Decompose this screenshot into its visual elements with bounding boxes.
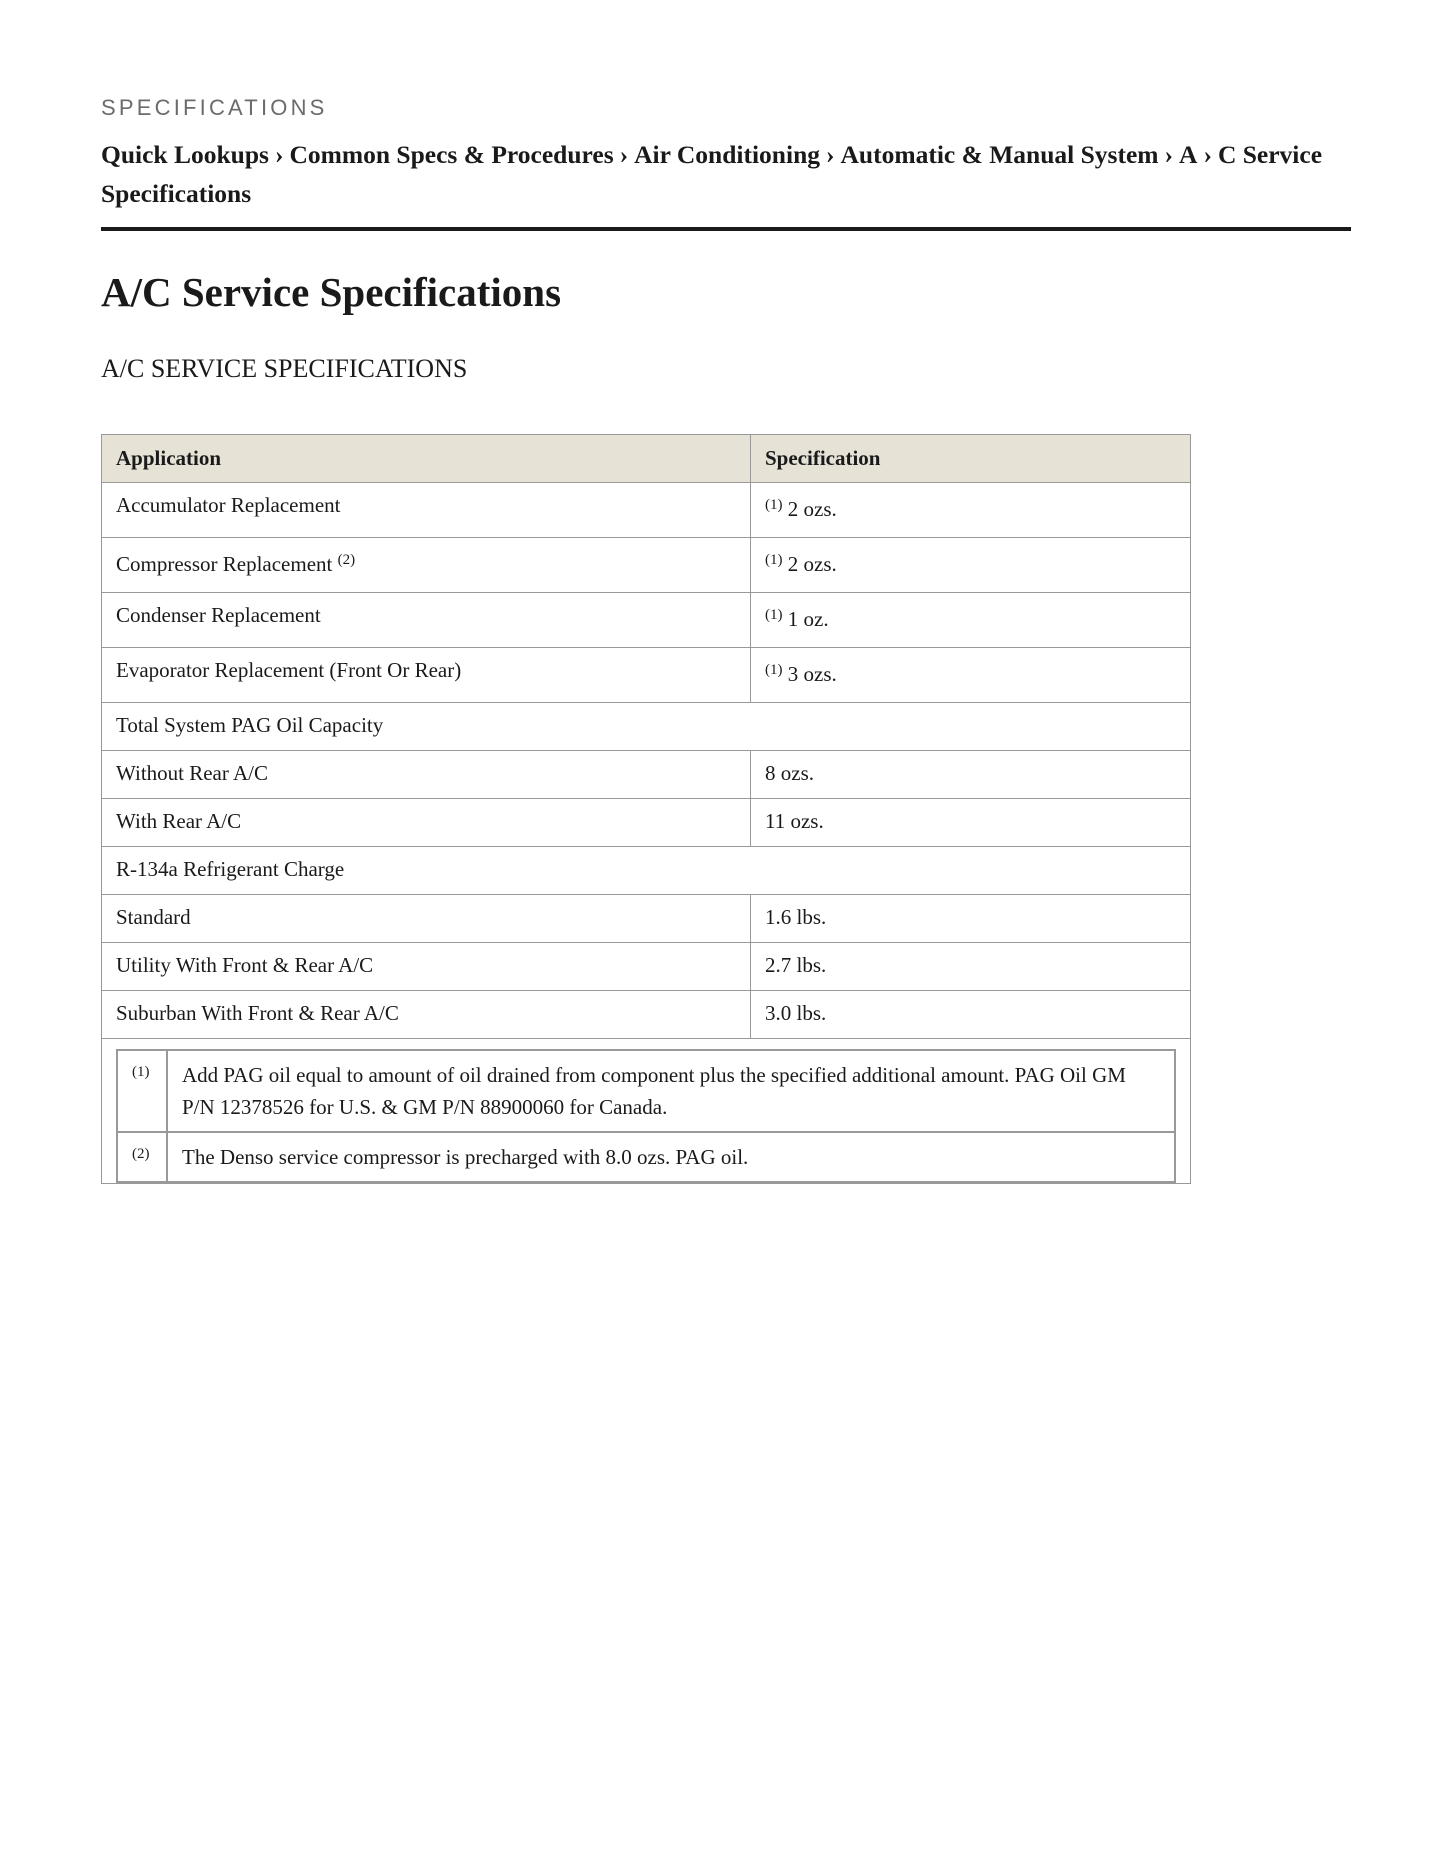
header-application: Application (102, 435, 751, 483)
spec-value: 1.6 lbs. (751, 895, 1191, 943)
footnote-ref: (1) (765, 607, 783, 623)
table-row (102, 648, 1191, 703)
footnote-row (117, 1050, 1175, 1132)
spec-value: 2 ozs. (787, 552, 837, 576)
footnotes-cell (102, 1039, 1191, 1184)
spec-value: 2 ozs. (787, 497, 837, 521)
application-cell (102, 593, 751, 648)
group-heading-row (102, 847, 1191, 895)
group-heading: Total System PAG Oil Capacity (102, 703, 1191, 751)
spec-cell (751, 538, 1191, 593)
application-cell: Standard (102, 895, 751, 943)
spec-value: 1 oz. (787, 607, 829, 631)
spec-value: 2.7 lbs. (751, 943, 1191, 991)
table-row (102, 538, 1191, 593)
application-text: Compressor Replacement (116, 552, 333, 576)
application-cell: Without Rear A/C (102, 751, 751, 799)
footnote-ref: (1) (765, 497, 783, 513)
breadcrumb-item-c-service-specifications[interactable]: C Service Specifications (101, 140, 1323, 208)
breadcrumb-separator: › (826, 140, 835, 169)
breadcrumb-item-air-conditioning[interactable]: Air Conditioning (634, 140, 820, 169)
breadcrumb-separator: › (619, 140, 629, 169)
application-cell: With Rear A/C (102, 799, 751, 847)
table-row (102, 751, 1191, 799)
group-heading-row (102, 703, 1191, 751)
footnote-ref: (1) (765, 552, 783, 568)
spec-value: 3.0 lbs. (751, 991, 1191, 1039)
application-text: Accumulator Replacement (116, 493, 341, 517)
page-subtitle: A/C SERVICE SPECIFICATIONS (101, 354, 468, 383)
breadcrumb-item-a[interactable]: A (1179, 140, 1198, 169)
section-label: SPECIFICATIONS (101, 95, 328, 120)
spec-cell (751, 593, 1191, 648)
footnote-text: The Denso service compressor is precharged with 8.0 ozs. PAG oil. (167, 1132, 1175, 1182)
breadcrumb-separator: › (274, 140, 284, 169)
footnote-ref: (1) (765, 662, 783, 678)
application-cell: Utility With Front & Rear A/C (102, 943, 751, 991)
spec-value: 11 ozs. (751, 799, 1191, 847)
breadcrumb-item-common-specs[interactable]: Common Specs & Procedures (289, 140, 614, 169)
spec-value: 8 ozs. (751, 751, 1191, 799)
application-cell (102, 538, 751, 593)
breadcrumb-separator: › (1203, 140, 1212, 169)
breadcrumb-separator: › (1164, 140, 1174, 169)
breadcrumb (101, 135, 1351, 231)
document-page (101, 92, 1351, 1184)
breadcrumb-item-automatic-manual-system[interactable]: Automatic & Manual System (840, 140, 1159, 169)
application-cell (102, 483, 751, 538)
table-row (102, 895, 1191, 943)
application-text: Condenser Replacement (116, 603, 321, 627)
table-row (102, 593, 1191, 648)
group-heading: R-134a Refrigerant Charge (102, 847, 1191, 895)
spec-table (101, 434, 1191, 1184)
footnote-text: Add PAG oil equal to amount of oil drained from component plus the specified additional amount. PAG Oil GM P/N 12378526 for U.S. & GM P/N 88900060 for Canada. (167, 1050, 1175, 1132)
table-row (102, 991, 1191, 1039)
header-specification: Specification (751, 435, 1191, 483)
footnote-marker: (1) (117, 1050, 167, 1132)
spec-value: 3 ozs. (787, 662, 837, 686)
application-cell (102, 648, 751, 703)
table-row (102, 799, 1191, 847)
spec-cell (751, 483, 1191, 538)
application-text: Evaporator Replacement (Front Or Rear) (116, 658, 462, 682)
footnote-marker: (2) (117, 1132, 167, 1182)
spec-cell (751, 648, 1191, 703)
breadcrumb-item-quick-lookups[interactable]: Quick Lookups (101, 140, 269, 169)
page-title: A/C Service Specifications (101, 269, 562, 315)
table-header-row (102, 435, 1191, 483)
table-row (102, 943, 1191, 991)
footnotes-table (116, 1049, 1176, 1183)
footnote-row (117, 1132, 1175, 1182)
footnotes-row (102, 1039, 1191, 1184)
table-row (102, 483, 1191, 538)
footnote-ref: (2) (337, 552, 356, 568)
application-cell: Suburban With Front & Rear A/C (102, 991, 751, 1039)
